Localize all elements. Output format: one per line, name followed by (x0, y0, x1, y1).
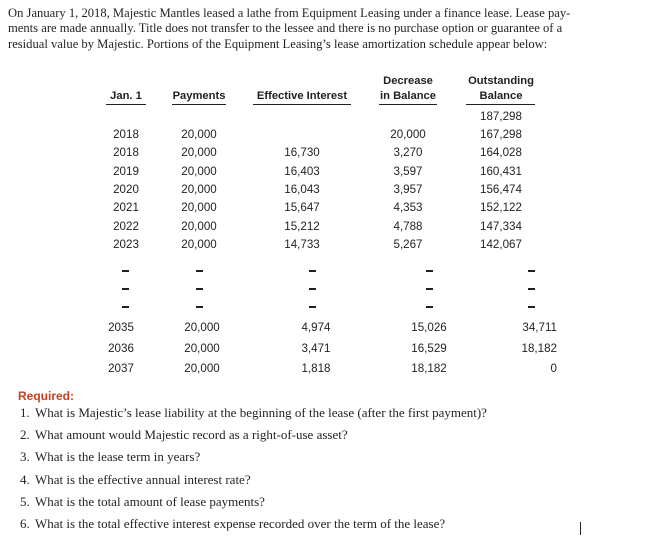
cell-payment: 20,000 (181, 182, 217, 196)
question-number: 2. (20, 427, 30, 443)
cell-year: 2036 (108, 341, 134, 355)
header-decrease: Decrease (383, 75, 433, 87)
cell-payment: 20,000 (181, 219, 217, 233)
cell-year: 2023 (113, 237, 139, 251)
intro-line: residual value by Majestic. Portions of the Equipment Leasing’s lease amortization schedule appear below: (8, 36, 548, 51)
cell-decrease: 3,957 (393, 182, 423, 196)
header-effective-interest: Effective Interest (256, 90, 348, 102)
question-number: 3. (20, 449, 30, 465)
dash-mark (122, 270, 129, 272)
cell-payment: 20,000 (181, 237, 217, 251)
header-in-balance: in Balance (380, 90, 436, 102)
dash-mark (528, 288, 535, 290)
question-text: What amount would Majestic record as a right-of-use asset? (35, 427, 348, 443)
dash-mark (196, 306, 203, 308)
opening-balance: 187,298 (480, 110, 522, 123)
question-item (20, 516, 487, 538)
question-item (20, 427, 487, 449)
cell-balance: 18,182 (521, 341, 557, 355)
cell-interest: 14,733 (284, 237, 320, 251)
cell-balance: 34,711 (522, 321, 557, 334)
header-rule (253, 104, 351, 105)
cell-payment: 20,000 (184, 341, 220, 355)
header-rule (172, 104, 226, 105)
dash-mark (426, 270, 433, 272)
header-balance: Balance (479, 90, 523, 102)
dash-mark (528, 306, 535, 308)
question-text: What is the total effective interest expense recorded over the term of the lease? (35, 515, 446, 531)
question-number: 1. (20, 405, 30, 420)
required-heading: Required: (18, 389, 75, 403)
dash-mark (309, 306, 316, 308)
question-number: 4. (20, 471, 30, 487)
question-item (20, 405, 487, 427)
dash-mark (196, 288, 203, 290)
cell-decrease: 18,182 (411, 362, 447, 375)
cell-decrease: 3,597 (393, 164, 423, 178)
cell-decrease: 20,000 (390, 128, 426, 141)
cell-decrease: 16,529 (411, 341, 447, 355)
header-rule (106, 104, 146, 105)
cell-balance: 156,474 (480, 182, 522, 196)
intro-line: ments are made annually. Title does not transfer to the lessee and there is no purchase option or guarantee of a (8, 21, 563, 36)
header-rule (379, 104, 437, 105)
question-number: 5. (20, 493, 30, 509)
question-text: What is the total amount of lease payments? (35, 493, 265, 509)
cell-payment: 20,000 (181, 201, 217, 215)
cell-payment: 20,000 (184, 362, 220, 375)
question-number: 6. (20, 515, 30, 531)
header-payments: Payments (172, 90, 226, 102)
cell-interest: 16,403 (284, 164, 320, 178)
cell-balance: 167,298 (480, 128, 522, 141)
cell-decrease: 15,026 (411, 321, 447, 334)
cell-balance: 142,067 (480, 237, 522, 251)
dash-mark (528, 270, 535, 272)
question-text: What is the effective annual interest rate? (35, 471, 251, 487)
cell-year: 2018 (113, 146, 139, 160)
header-rule (466, 104, 535, 105)
dash-mark (426, 288, 433, 290)
dash-mark (196, 270, 203, 272)
cell-year: 2022 (113, 219, 139, 233)
text-cursor (580, 522, 581, 535)
question-item (20, 472, 487, 494)
intro-line: On January 1, 2018, Majestic Mantles leased a lathe from Equipment Leasing under a finance lease. Lease pay- (8, 6, 571, 20)
dash-mark (309, 288, 316, 290)
cell-payment: 20,000 (184, 321, 220, 334)
cell-balance: 160,431 (480, 164, 522, 178)
question-list (20, 405, 487, 538)
header-jan1: Jan. 1 (110, 90, 142, 102)
cell-decrease: 4,353 (393, 201, 423, 215)
cell-balance: 0 (550, 362, 557, 375)
cell-year: 2018 (113, 128, 139, 141)
cell-balance: 164,028 (480, 146, 522, 160)
cell-year: 2037 (108, 362, 134, 375)
cell-payment: 20,000 (181, 128, 217, 141)
cell-decrease: 5,267 (393, 237, 423, 251)
cell-interest: 15,647 (284, 201, 320, 215)
cell-decrease: 3,270 (393, 146, 423, 160)
cell-year: 2021 (113, 201, 139, 215)
question-text: What is Majestic’s lease liability at the beginning of the lease (after the first payment)? (35, 405, 487, 420)
cell-year: 2035 (108, 321, 134, 334)
cell-interest: 3,471 (301, 341, 331, 355)
question-item (20, 449, 487, 471)
cell-balance: 152,122 (480, 201, 522, 215)
cell-interest: 1,818 (301, 362, 331, 375)
header-outstanding: Outstanding (468, 75, 534, 87)
dash-mark (122, 288, 129, 290)
question-text: What is the lease term in years? (35, 449, 201, 465)
question-item (20, 494, 487, 516)
cell-year: 2019 (113, 164, 139, 178)
cell-payment: 20,000 (181, 164, 217, 178)
cell-balance: 147,334 (480, 219, 522, 233)
cell-interest: 16,730 (284, 146, 320, 160)
cell-interest: 16,043 (284, 182, 320, 196)
cell-interest: 15,212 (284, 219, 320, 233)
cell-decrease: 4,788 (393, 219, 423, 233)
dash-mark (309, 270, 316, 272)
dash-mark (122, 306, 129, 308)
cell-year: 2020 (113, 182, 139, 196)
dash-mark (426, 306, 433, 308)
cell-interest: 4,974 (301, 321, 331, 334)
cell-payment: 20,000 (181, 146, 217, 160)
